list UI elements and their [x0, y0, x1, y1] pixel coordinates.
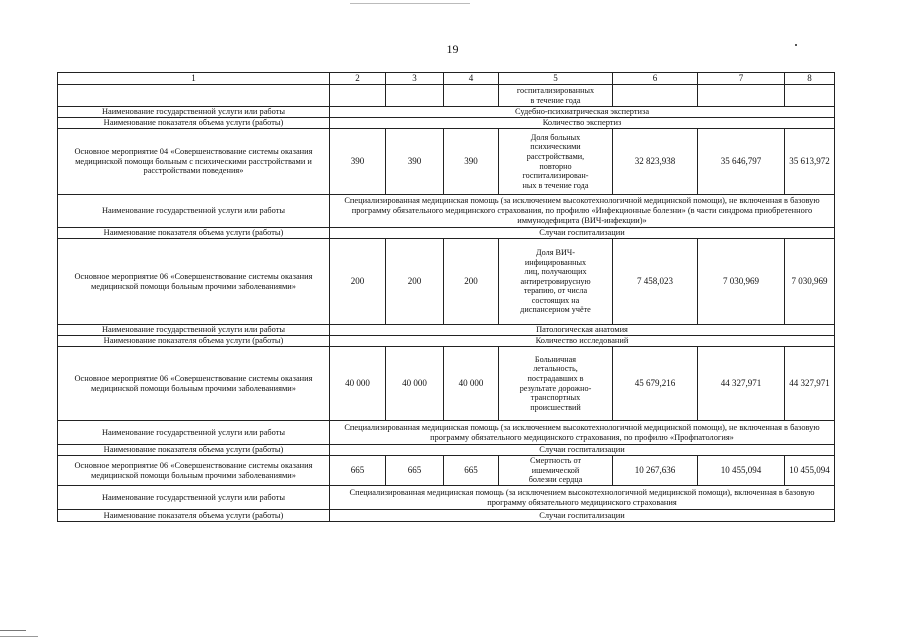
- table-row: [58, 239, 835, 325]
- column-number-1: 1: [58, 73, 330, 85]
- row-label: Наименование показателя объема услуги (работы): [58, 510, 330, 522]
- header-row: [58, 73, 835, 85]
- cost-year-2: 10 455,094: [698, 456, 785, 486]
- column-number-8: 8: [785, 73, 835, 85]
- volume-year-1: 390: [330, 129, 386, 195]
- empty-cell: [444, 85, 499, 107]
- section-row: [58, 486, 835, 510]
- row-value: Количество исследований: [330, 336, 835, 347]
- volume-year-1: 665: [330, 456, 386, 486]
- cost-year-1: 32 823,938: [613, 129, 698, 195]
- volume-year-3: 200: [444, 239, 499, 325]
- row-label: Наименование государственной услуги или работы: [58, 195, 330, 228]
- volume-year-1: 200: [330, 239, 386, 325]
- cost-year-3: 35 613,972: [785, 129, 835, 195]
- indicator-name: Смертность от ишемической болезни сердца: [499, 456, 613, 486]
- scan-artifact-bottom-2: [0, 636, 38, 637]
- scan-artifact-bottom: [0, 630, 26, 631]
- column-number-6: 6: [613, 73, 698, 85]
- empty-cell: [58, 85, 330, 107]
- row-value: Специализированная медицинская помощь (за исключением высокотехнологичной медицинской помощи), не включенная в базовую программу обязательного медицинского страхования, по профилю «Инфекционные болезни» (в части синдрома приобретенного иммунодефицита (ВИЧ-инфекции)»: [330, 195, 835, 228]
- empty-cell: [330, 85, 386, 107]
- row-label: Наименование показателя объема услуги (работы): [58, 336, 330, 347]
- cost-year-3: 44 327,971: [785, 347, 835, 421]
- table-row: [58, 129, 835, 195]
- page-number: 19: [446, 42, 459, 56]
- section-row: [58, 421, 835, 445]
- empty-cell: [386, 85, 444, 107]
- empty-cell: [613, 85, 698, 107]
- row-label: Наименование показателя объема услуги (работы): [58, 118, 330, 129]
- volume-year-2: 40 000: [386, 347, 444, 421]
- volume-year-3: 40 000: [444, 347, 499, 421]
- column-number-2: 2: [330, 73, 386, 85]
- row-value: Судебно-психиатрическая экспертиза: [330, 107, 835, 118]
- cost-year-3: 7 030,969: [785, 239, 835, 325]
- section-row: [58, 107, 835, 118]
- cost-year-2: 7 030,969: [698, 239, 785, 325]
- section-row: [58, 195, 835, 228]
- cost-year-1: 7 458,023: [613, 239, 698, 325]
- indicator-name: Доля ВИЧ- инфицированных лиц, получающих антиретровирусную терапию, от числа состоящих на диспансерном учёте: [499, 239, 613, 325]
- cost-year-2: 44 327,971: [698, 347, 785, 421]
- row-value: Специализированная медицинская помощь (за исключением высокотехнологичной медицинской помощи), не включенная в базовую программу обязательного медицинского страхования, по профилю «Профпатология»: [330, 421, 835, 445]
- row-value: Количество экспертиз: [330, 118, 835, 129]
- empty-cell: [698, 85, 785, 107]
- row-value: Случаи госпитализации: [330, 228, 835, 239]
- column-number-4: 4: [444, 73, 499, 85]
- row-value: Случаи госпитализации: [330, 510, 835, 522]
- row-value: Специализированная медицинская помощь (за исключением высокотехнологичной медицинской помощи), включенная в базовую программу обязательного медицинского страхования: [330, 486, 835, 510]
- volume-year-1: 40 000: [330, 347, 386, 421]
- volume-year-3: 390: [444, 129, 499, 195]
- activity-name: Основное мероприятие 04 «Совершенствование системы оказания медицинской помощи больным с психическими расстройствами и расстройствами поведения»: [58, 129, 330, 195]
- cost-year-2: 35 646,797: [698, 129, 785, 195]
- row-label: Наименование показателя объема услуги (работы): [58, 445, 330, 456]
- empty-cell: [785, 85, 835, 107]
- section-row: [58, 336, 835, 347]
- row-label: Наименование государственной услуги или работы: [58, 486, 330, 510]
- activity-name: Основное мероприятие 06 «Совершенствование системы оказания медицинской помощи больным прочими заболеваниями»: [58, 347, 330, 421]
- column-number-5: 5: [499, 73, 613, 85]
- row-label: Наименование государственной услуги или работы: [58, 325, 330, 336]
- volume-year-3: 665: [444, 456, 499, 486]
- section-row: [58, 325, 835, 336]
- volume-year-2: 665: [386, 456, 444, 486]
- row-label: Наименование показателя объема услуги (работы): [58, 228, 330, 239]
- indicator-name: Доля больных психическими расстройствами, повторно госпитализирован- ных в течение года: [499, 129, 613, 195]
- row-value: Патологическая анатомия: [330, 325, 835, 336]
- row-value: Случаи госпитализации: [330, 445, 835, 456]
- scan-artifact-top: [350, 3, 470, 4]
- section-row: [58, 445, 835, 456]
- table-row: [58, 347, 835, 421]
- continuation-row: [58, 85, 835, 107]
- cost-year-3: 10 455,094: [785, 456, 835, 486]
- table-row: [58, 456, 835, 486]
- cost-year-1: 10 267,636: [613, 456, 698, 486]
- column-number-3: 3: [386, 73, 444, 85]
- column-number-7: 7: [698, 73, 785, 85]
- indicator-name: Больничная летальность, пострадавших в результате дорожно- транспортных происшествий: [499, 347, 613, 421]
- section-row: [58, 228, 835, 239]
- volume-year-2: 200: [386, 239, 444, 325]
- volume-year-2: 390: [386, 129, 444, 195]
- indicator-name: госпитализированных в течение года: [499, 85, 613, 107]
- activity-name: Основное мероприятие 06 «Совершенствование системы оказания медицинской помощи больным прочими заболеваниями»: [58, 456, 330, 486]
- row-label: Наименование государственной услуги или работы: [58, 107, 330, 118]
- section-row: [58, 118, 835, 129]
- section-row: [58, 510, 835, 522]
- services-table: [57, 72, 835, 522]
- activity-name: Основное мероприятие 06 «Совершенствование системы оказания медицинской помощи больным прочими заболеваниями»: [58, 239, 330, 325]
- row-label: Наименование государственной услуги или работы: [58, 421, 330, 445]
- cost-year-1: 45 679,216: [613, 347, 698, 421]
